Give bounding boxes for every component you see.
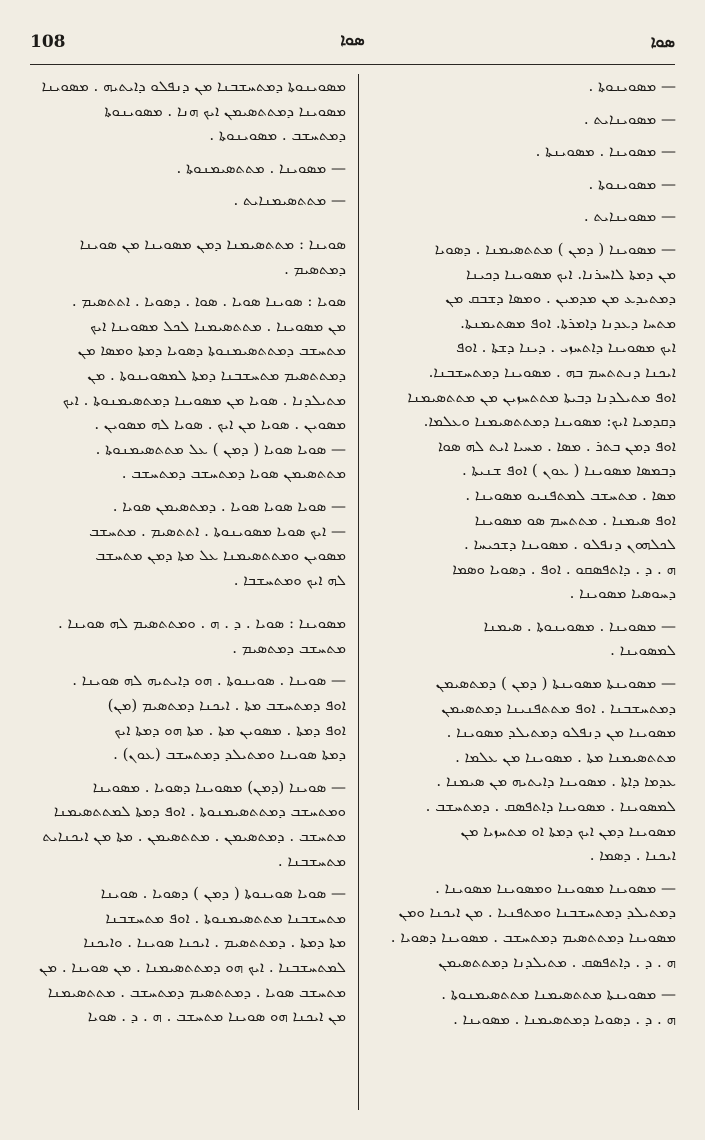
entry-line: ܡܬܬܣܝܡܢ ܣܘܝܐ ܕܡܬܚܫܒ ܕܡܬܚܫܒ . (121, 464, 346, 483)
entry-line: ܡܢ ܡܣܘܝܢܐ . ܡܬܬܣܝܡܢܐ ܠܟܠ ܡܣܘܝܢܐ ܐܝܟ (90, 316, 346, 335)
page-number: 108 (30, 32, 66, 52)
entry-line: — ܡܣܘܝܢܐ . ܡܣܘܝܢܬܐ . (535, 142, 676, 161)
center-headword: ܣܘܐ (340, 30, 365, 49)
entry-line: ܡܣܘܝܢ . ܣܘܝܐ ܡܢ ܐܝܟ . ܣܘܝܐ ܠܗ ܡܣܘܝܢ . (94, 415, 346, 434)
entry-line: ܕܡܬܣܝܡ . (284, 259, 346, 278)
dictionary-entry (30, 289, 346, 486)
dictionary-entry (372, 237, 676, 606)
entry-line: — ܡܬܬܣܝܡܢܐܝܬ . (233, 191, 346, 210)
dictionary-entry (372, 74, 676, 99)
entry-line: ܠܡܬܚܫܒܢܐ . ܐܝܟ ܗܘ ܕܡܬܬܣܝܡܢܐ . ܡܢ ܣܘܝܢܐ . ܡܢ (39, 958, 346, 976)
dictionary-entry (30, 232, 346, 281)
entry-line: — ܡܣܘܝܢܐ . ܡܣܘܝܢܘܬܐ . ܣܝܡܢܐ (483, 616, 676, 635)
dictionary-entry (30, 775, 346, 873)
entry-line: ܗ . ܕ . ܕܐܬܦܣܩ . ܡܬܝܠܕܢܐ ܕܡܬܬܣܝܡܢ (438, 952, 676, 971)
entry-line: — ܡܣܘܝܢܬܐ ܡܬܬܣܝܡܢܐ ܡܬܬܣܝܡܢܘܬܐ . (441, 985, 676, 1004)
dictionary-entry (30, 188, 346, 213)
entry-line: ܕܡܬܝܠܕ ܕܡܬܚܫܒܢܐ ܘܡܬܦܢܝܐ . ܡܢ ܐܝܟܢܐ ܘܡܢ (398, 903, 676, 922)
entry-line: ܡܣܘܝܢܐ ܕܡܢ ܐܝܟ ܕܡܬܐ ܐܘ ܡܬܚܙܝܐ ܡܢ (460, 821, 676, 840)
entry-line: ܕܡܬܐ ܣܘܝܢܐ ܘܡܬܝܠܕ ܕܡܬܚܫܒ (ܥܘܢ) . (113, 745, 346, 764)
entry-line: — ܣܘܝܐ ܣܘܝܐ ( ܕܡܢ ) ܥܠ ܡܬܬܣܝܡܢܘܬܐ . (95, 439, 346, 458)
entry-line: ܐܘܦ ܕܡܬܐ . ܡܣܘܝܢ ܡܬܐ . ܡܬܐ ܗܘ ܕܡܬܐ ܐܝܟ (114, 720, 346, 739)
dictionary-entry (372, 671, 676, 868)
entry-line: ܠܗ ܐܝܟ ܘܡܬܚܫܒܐ . (233, 570, 346, 589)
dictionary-entry (30, 881, 346, 1029)
entry-separator (30, 221, 346, 222)
entry-line: — ܡܣܘܝܢܐܝܬ . (583, 207, 676, 226)
dictionary-entry (372, 204, 676, 229)
entry-line: ܡܣܐ . ܡܬܚܫܒ ܠܡܬܦܢܝܘ ܡܣܘܝܢܐ . (465, 485, 676, 504)
entry-line: — ܡܣܘܝܢܬܐ ܡܣܘܝܢܬܐ ( ܕܡܢ ) ܕܡܬܣܝܡܢ (435, 674, 676, 693)
entry-line: ܠܡܣܘܝܢܐ . ܡܣܘܝܢܐ ܕܐܬܦܣܩ . ܕܡܬܚܫܒ . (425, 797, 676, 816)
entry-line: ܡܬܬܣܝܡܢܐ ܡܬܐ . ܡܣܘܝܢܐ ܡܢ ܥܠܡܐ . (455, 747, 676, 766)
dictionary-entry (372, 876, 676, 974)
entry-line: ܡܬܝܠܕܢܐ . ܣܘܝܐ ܡܢ ܡܣܘܝܢܐ ܕܡܬܣܝܡܢܘܬܐ . ܐܝܟ (62, 390, 346, 409)
dictionary-entry (372, 982, 676, 1031)
entry-separator (30, 600, 346, 601)
entry-line: — ܣܘܝܐ ܣܘܝܐ ܣܘܝܐ . ܕܡܬܣܝܡܢ ܣܘܝܐ . (112, 496, 346, 515)
entry-line: ܐܘܦ ܕܡܢ ܒܬܪ . ܡܣܐ . ܡܚܝܐ ܐܝܬ ܠܗ ܣܘܐ (437, 436, 676, 455)
entry-line: — ܡܣܘܝܢܐ . ܡܬܬܣܝܡܢܘܬܐ . (176, 158, 346, 177)
entry-line: ܐܝܟܢܐ . ܕܣܡܐ . (589, 846, 676, 865)
entry-line: ܕܡܬܬܣܝܡ ܡܬܚܫܒܢܐ ܕܡܬܐ ܠܡܣܘܝܢܘܬܐ . ܡܢ (87, 365, 346, 384)
entry-line: ܡܣܘܝܢܐ : ܣܘܝܐ . ܕ . ܗ . ܘܡܬܬܣܝܡ ܠܗ ܣܘܝܢܐ . (57, 614, 346, 633)
entry-line: ܡܢ ܕܡܬܐ ܠܐܚܪܢܐ. ܐܝܟ ܡܣܘܝܢܐ ܕܟܝܢܐ (466, 264, 676, 283)
entry-line: ܠܡܣܘܝܢܐ . (610, 641, 676, 660)
dictionary-entry (372, 107, 676, 132)
entry-line: ܥܕܡܐ ܕܐܬܐ . ܡܣܘܝܢܐ ܕܐܝܬܝܗ ܡܢ ܣܝܡܢܐ . (436, 772, 676, 791)
entry-line: ܡܬܚܫܒܢܐ . (277, 851, 346, 870)
column-divider (358, 74, 359, 1110)
entry-line: — ܣܘܝܐ ܣܘܝܢܘܬܐ ( ܕܡܢ ) ܕܣܘܝܐ . ܣܘܝܢܐ (100, 884, 346, 903)
entry-line: ܡܣܘܝܢܐ ܕܡܬܬܣܝܡ ܕܡܬܚܫܒ . ܡܣܘܝܢܐ ܕܣܘܝܐ . (390, 928, 676, 946)
dictionary-entry (30, 668, 346, 766)
entry-line: ܡܢ ܐܝܟܢܐ ܗܘ ܣܘܝܢܐ ܡܬܚܫܒ . ܗ . ܕ . ܣܘܝܐ (87, 1007, 346, 1026)
dictionary-entry (30, 611, 346, 660)
entry-line: ܘܡܬܚܫܒ ܕܡܬܬܣܝܡܢܘܬܐ . ܐܘܦ ܕܡܬܐ ܠܡܬܬܣܝܡܢܐ (53, 802, 346, 821)
entry-line: ܕܚܘܣܝܐ ܡܣܘܝܢܐ . (569, 584, 676, 603)
entry-line: — ܡܣܘܝܢܐ ( ܕܡܢ ) ܡܬܬܣܝܡܢܐ . ܕܣܘܝܐ (434, 239, 676, 258)
entry-line: ܣܘܝܢܐ : ܡܬܬܣܝܡܢܐ ܕܡܢ ܡܣܘܝܢܐ ܡܢ ܣܘܝܢܐ (79, 234, 346, 253)
entry-line: — ܣܘܝܢܐ (ܕܡܢ) ܡܣܘܝܢܐ ܕܣܘܝܐ . ܡܣܘܝܢܐ (92, 777, 346, 796)
right-column (372, 74, 676, 1114)
entry-line: ܐܘܦ ܡܬܝܠܕܢܐ ܕܒܝܬܐ ܡܬܬܚܙܝܢ ܡܢ ܡܬܬܣܝܡܢܐ (407, 387, 676, 406)
dictionary-entry (372, 614, 676, 663)
entry-line: ܡܬܚܫܒ ܕܡܬܣܝܡ . (232, 638, 346, 657)
dictionary-entry (30, 74, 346, 148)
entry-line: ܡܣܘܝܢܘܬܐ ܕܡܬܚܫܒܢܐ ܡܢ ܕܢܦܠܘ ܕܐܝܬܝܗ . ܡܣܘܝܢܐ (41, 77, 346, 95)
entry-line: ܕܡܬܚܫܒ . ܡܣܘܝܢܘܬܐ . (209, 126, 346, 145)
entry-line: — ܡܣܘܝܢܐ ܡܣܘܝܢܐ ܘܡܣܘܝܢܐ ܡܣܘܝܢܐ . (435, 878, 676, 897)
entry-line: ܐܝܟ ܡܣܘܝܢܐ ܕܐܬܚܙܝ . ܕܝܢܐ ܕܫܬܐ . ܐܘܦ (456, 338, 676, 357)
entry-line: ܡܬܚܫܒ ܣܘܝܐ . ܕܡܬܬܣܝܡ ܕܡܬܚܫܒ . ܡܬܬܣܝܡܢܐ (47, 982, 346, 1001)
entry-line: ܐܘܦ ܕܡܬܚܫܒ ܡܬܐ . ܐܝܟܢܐ ܕܡܬܣܝܡ (ܡܢ) (107, 696, 346, 715)
entry-line: ܡܬܚܫܒ ܕܡܬܬܣܝܡܢܘܬܐ ܕܣܘܝܐ ܕܡܬܐ ܘܡܣܐ ܡܢ (77, 341, 346, 360)
entry-line: — ܐܝܟ ܣܘܝܐ ܡܣܘܝܢܘܬܐ . ܐܬܬܣܝܡ . ܡܬܚܫܒ (89, 521, 346, 540)
entry-line: ܡܬܚܫܒ . ܕܡܬܣܝܡܢ . ܡܬܬܣܝܡܢ . ܡܬܐ ܡܢ ܐܝܟܢܐܝܬ (42, 827, 346, 846)
entry-line: ܗ . ܕ . ܕܐܬܦܣܩܘ . ܐܘܦ . ܕܣܘܝܐ ܘܣܡܐ (452, 559, 676, 578)
dictionary-entry (372, 139, 676, 164)
right-headword: ܣܘܐ (650, 32, 675, 51)
entry-line: ܡܣܘܝܢ ܘܡܬܬܣܝܡܢܐ ܥܠ ܡܬܐ ܕܡܢ ܡܬܚܫܒ (95, 546, 346, 565)
entry-line: ܡܣܘܝܢܐ ܡܢ ܕܢܦܠܘ ܕܡܬܝܠܕ ܡܣܘܝܢܐ . (446, 723, 676, 742)
dictionary-entry (30, 494, 346, 592)
entry-line: — ܡܣܘܝܢܐܝܬ . (583, 109, 676, 128)
entry-line: ܡܬܚܫܒܢܐ ܡܬܬܣܝܡܢܘܬܐ . ܐܘܦ ܡܬܚܫܒܢܐ (105, 908, 346, 927)
dictionary-entry (30, 156, 346, 181)
entry-line: ܕܩܕܡܝܐ ܐܝܟ: ܡܣܘܝܢܐ ܕܡܬܬܣܝܡܢܐ ܘܥܠܡܐ. (423, 412, 676, 431)
running-head (30, 30, 675, 65)
entry-line: ܕܒܡܣܐ ܡܣܘܝܢܐ ( ܥܘܢ ) ܐܘܦ ܫܢܝܬܐ . (461, 461, 676, 480)
entry-line: — ܣܘܝܢܐ . ܣܘܝܢܘܬܐ . ܗܘ ܕܐܝܬܝܗ ܠܗ ܣܘܝܢܐ . (72, 671, 346, 690)
left-column (30, 74, 346, 1114)
entry-line: ܕܡܬܚܫܒܢܐ . ܐܘܦ ܡܬܬܦܢܝܢܐ ܕܡܬܣܝܡܢ (441, 698, 676, 717)
entry-line: ܕܡܬܝܕܥ ܡܢ ܡܕܡܝܢ . ܘܡܣܐ ܕܫܒܩ ܡܢ (445, 289, 676, 308)
entry-line: ܐܘܦ ܣܝܡܢܐ . ܡܬܬܚܡ ܣܘ ܡܣܘܝܢܐ (474, 510, 676, 529)
entry-line: — ܡܣܘܝܢܘܬܐ . (588, 174, 676, 193)
entry-line: ܣܘܝܐ : ܣܘܝܢܐ ܣܘܝܐ . ܣܘܐ . ܕܣܘܝܐ . ܐܬܬܣܝܡ . (71, 292, 346, 311)
entry-line: ܡܬܚܐ ܕܥܕܢܐ ܕܐܡܪܬܐ. ܐܘܦ ܡܣܬܝܡܢܬܐ. (460, 313, 676, 332)
entry-line: ܗ . ܕ . ܕܣܘܝܐ ܕܡܬܣܝܡܢܐ . ܡܣܘܝܢܐ . (453, 1009, 676, 1028)
entry-line: ܐܝܟܢܐ ܕܢܬܬܚܡ ܒܗ . ܡܣܘܝܢܐ ܕܡܬܚܫܒܢܐ. (428, 362, 676, 381)
entry-line: ܡܬܐ ܕܡܬܐ . ܕܡܬܬܣܝܡ . ܐܝܟܢܐ ܣܘܝܢܐ . ܘܐܝܟܢܐ (83, 933, 346, 952)
entry-line: — ܡܣܘܝܢܘܬܐ . (588, 77, 676, 95)
entry-line: ܠܟܠܗܘܢ ܕܢܦܠܘ . ܡܣܘܝܢܐ ܕܫܟܝܚܐ . (464, 535, 676, 554)
dictionary-entry (372, 172, 676, 197)
entry-line: ܡܣܘܝܢܐ ܕܡܬܬܣܝܡܢ ܐܝܟ ܗܢܐ . ܡܣܘܝܢܘܬܐ (104, 101, 346, 120)
